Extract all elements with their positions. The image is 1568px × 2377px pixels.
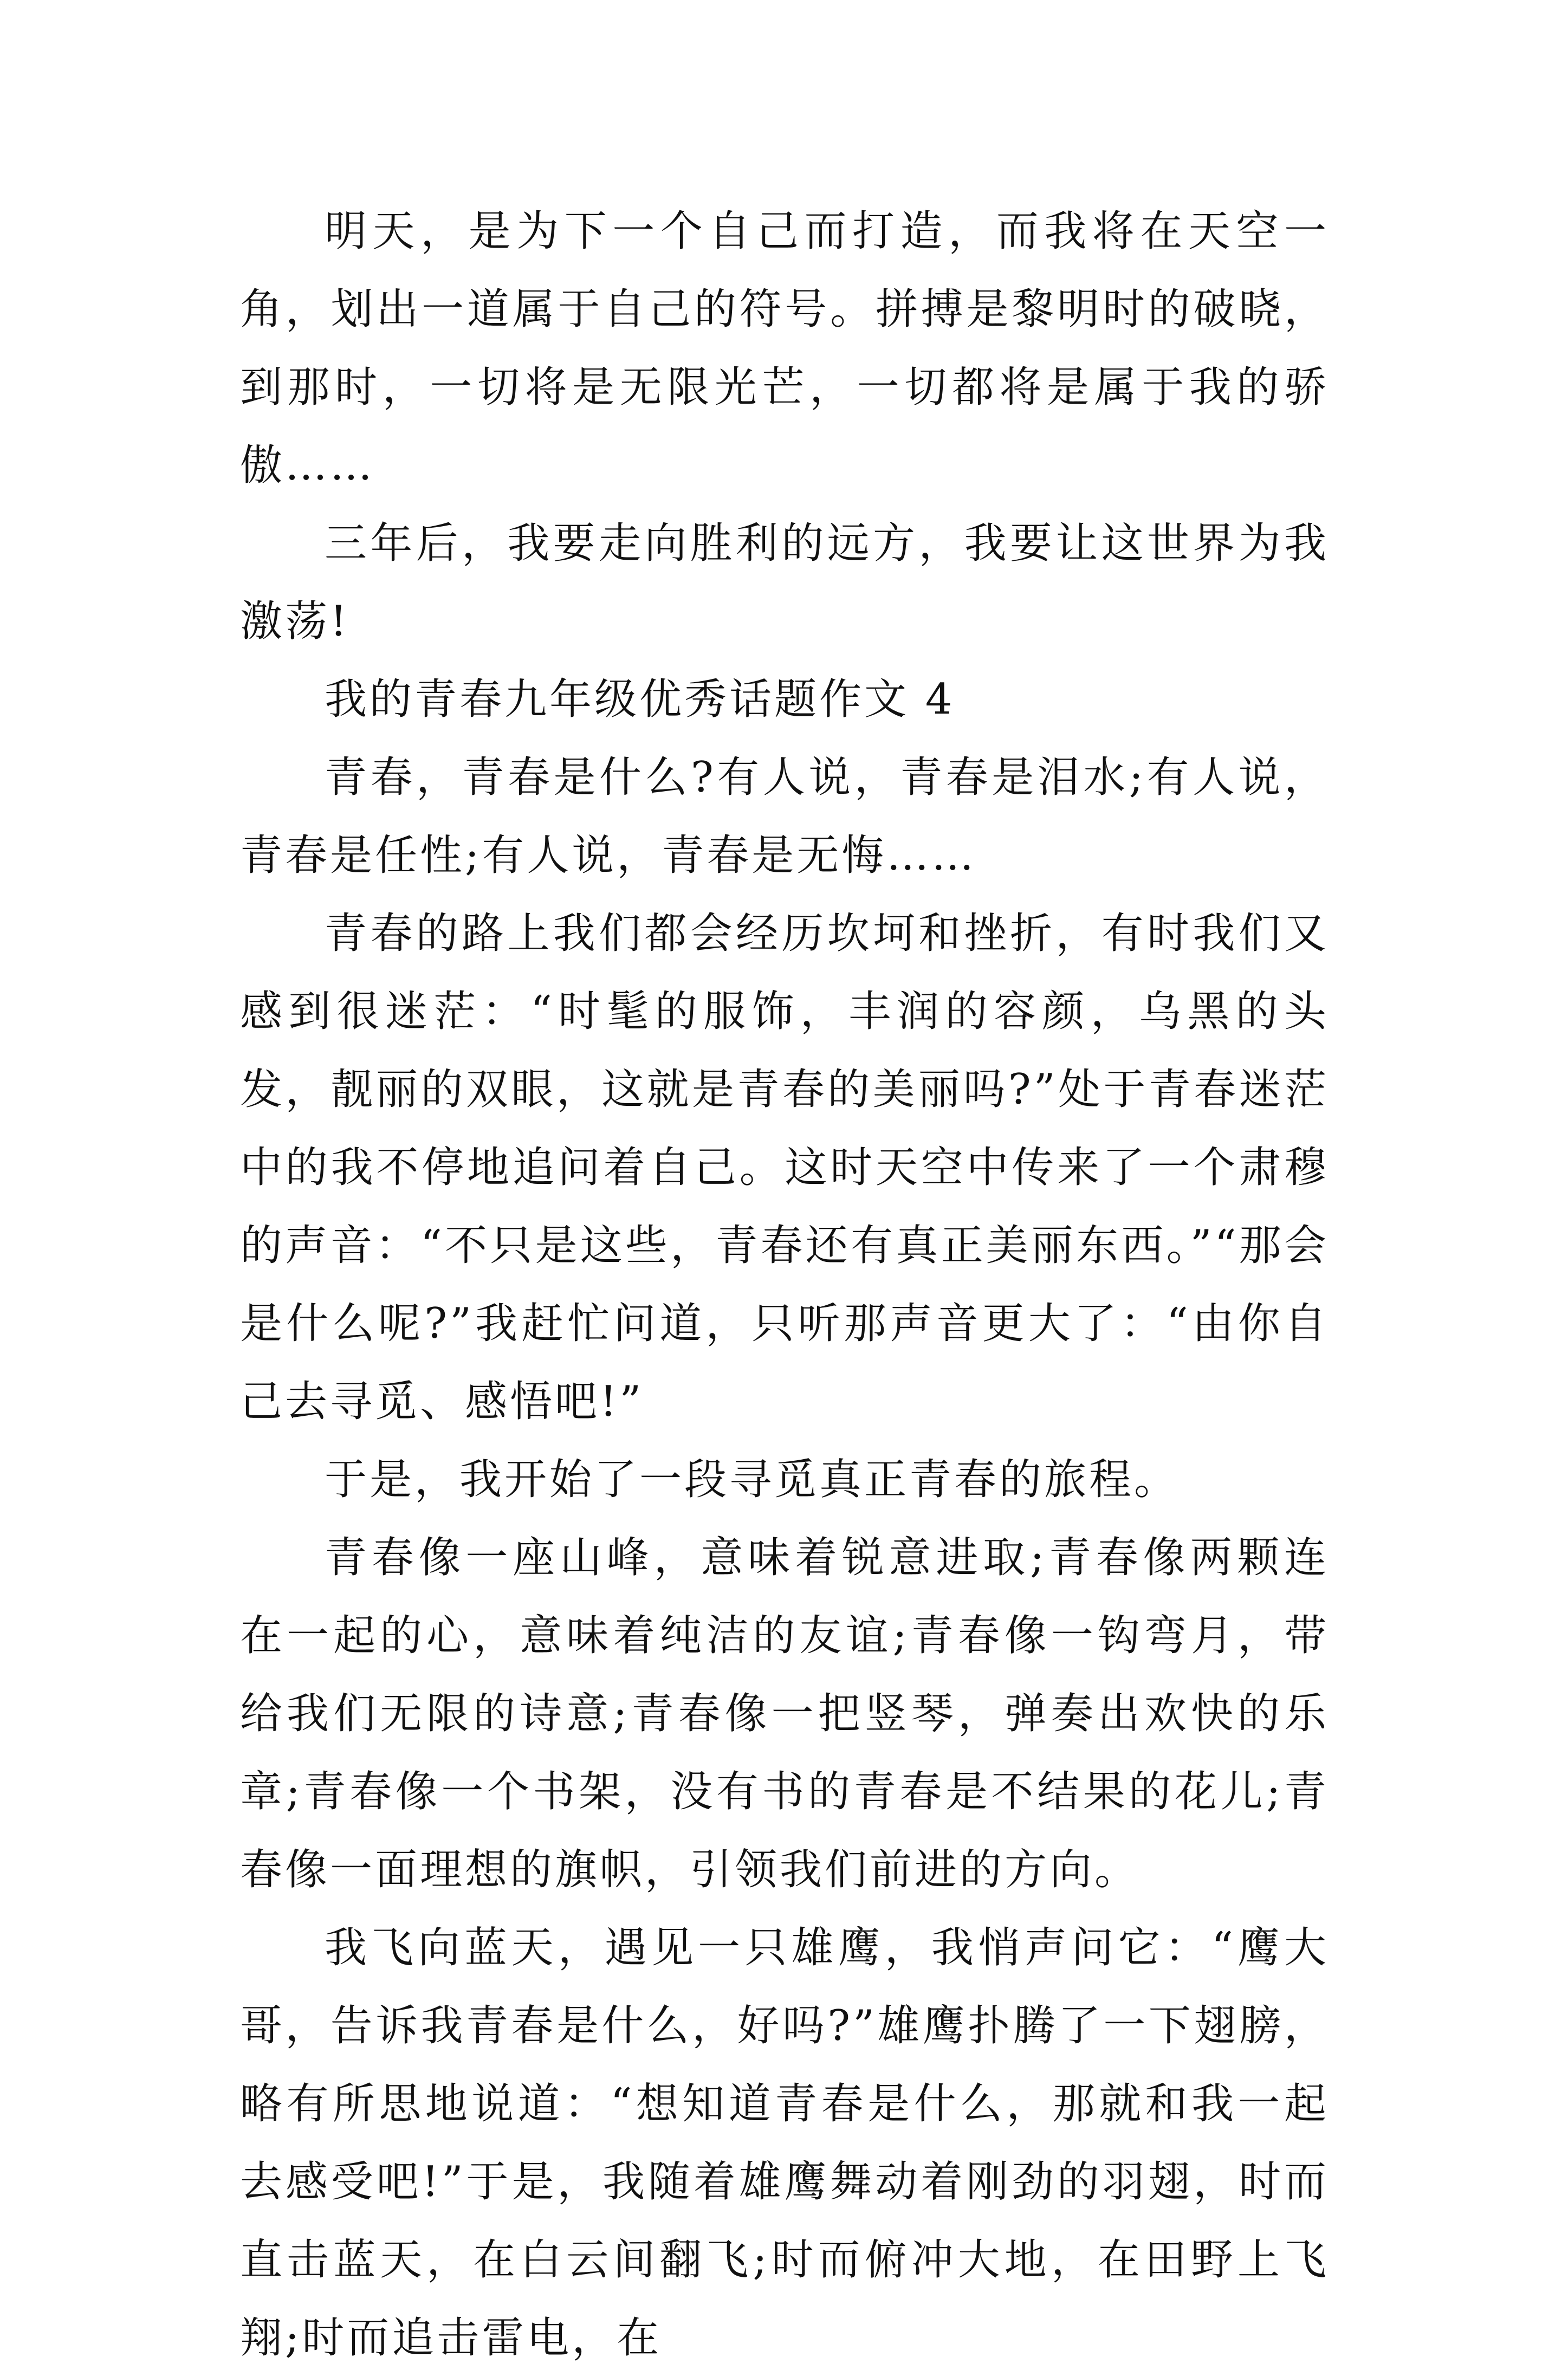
essay-title: 我的青春九年级优秀话题作文 4 bbox=[325, 675, 955, 724]
paragraph-what-is-youth: 青春，青春是什么?有人说，青春是泪水;有人说，青春是任性;有人说，青春是无悔…… bbox=[240, 753, 1329, 880]
paragraph-youth-metaphors: 青春像一座山峰，意味着锐意进取;青春像两颗连在一起的心，意味着纯洁的友谊;青春像一钩弯月，带给我们无限的诗意;青春像一把竖琴，弹奏出欢快的乐章;青春像一个书架，没有书的青春是不结果的花儿;青春像一面理想的旗帜，引领我们前进的方向。 bbox=[240, 1533, 1329, 1894]
paragraph-tomorrow: 明天，是为下一个自己而打造，而我将在天空一角，划出一道属于自己的符号。拼搏是黎明时的破晓，到那时，一切将是无限光芒，一切都将是属于我的骄傲…… bbox=[240, 207, 1329, 490]
paragraph-eagle: 我飞向蓝天，遇见一只雄鹰，我悄声问它：“鹰大哥，告诉我青春是什么，好吗?”雄鹰扑腾了一下翅膀，略有所思地说道：“想知道青春是什么，那就和我一起去感受吧!”于是，我随着雄鹰舞动着刚劲的羽翅，时而直击蓝天，在白云间翻飞;时而俯冲大地，在田野上飞翔;时而追击雷电，在 bbox=[240, 1923, 1329, 2362]
document-body bbox=[240, 192, 1329, 2377]
paragraph-three-years-later: 三年后，我要走向胜利的远方，我要让这世界为我激荡! bbox=[240, 519, 1329, 646]
paragraph-road-of-youth: 青春的路上我们都会经历坎坷和挫折，有时我们又感到很迷茫：“时髦的服饰，丰润的容颜，乌黑的头发，靓丽的双眼，这就是青春的美丽吗?”处于青春迷茫中的我不停地追问着自己。这时天空中传来了一个肃穆的声音：“不只是这些，青春还有真正美丽东西。”“那会是什么呢?”我赶忙问道，只听那声音更大了：“由你自己去寻觅、感悟吧!” bbox=[240, 909, 1329, 1426]
paragraph-journey-start: 于是，我开始了一段寻觅真正青春的旅程。 bbox=[325, 1455, 1180, 1504]
